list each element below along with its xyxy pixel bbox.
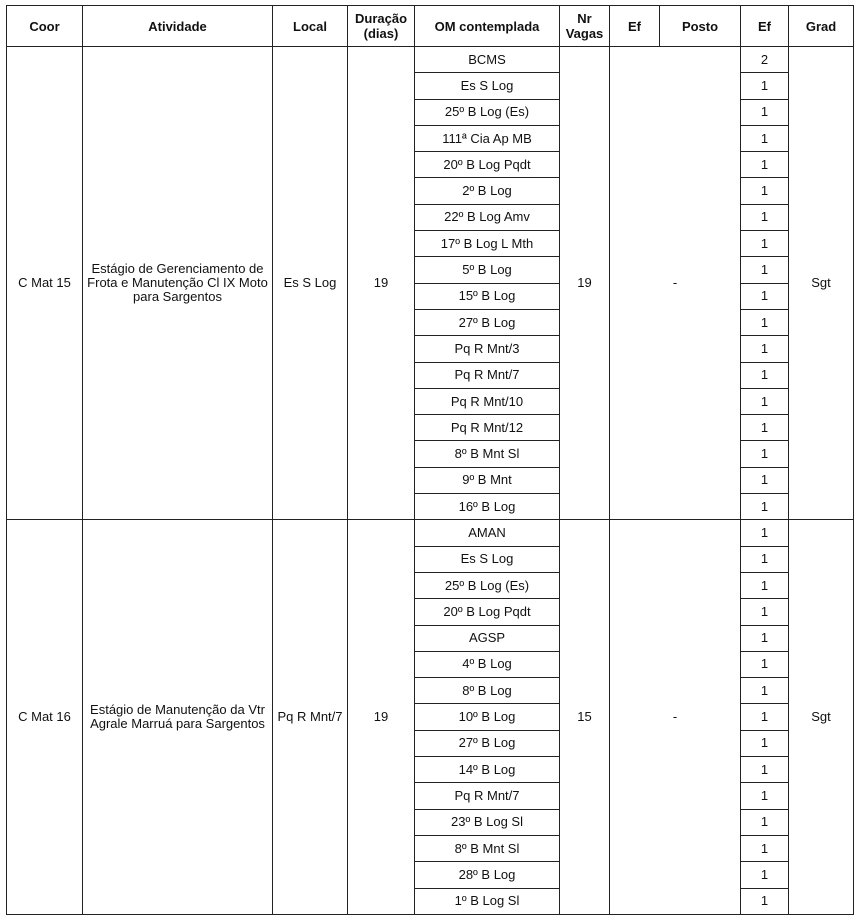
cell-ef: 1 [741, 467, 789, 493]
cell-nr-vagas: 19 [560, 47, 610, 520]
cell-om-contemplada: 2º B Log [415, 178, 560, 204]
cell-om-contemplada: 9º B Mnt [415, 467, 560, 493]
cell-ef: 1 [741, 520, 789, 546]
table-header [7, 6, 854, 47]
header-local: Local [273, 6, 348, 47]
cell-om-contemplada: Pq R Mnt/12 [415, 415, 560, 441]
cell-om-contemplada: 5º B Log [415, 257, 560, 283]
cell-grad: Sgt [789, 520, 854, 914]
cell-coor: C Mat 16 [7, 520, 83, 914]
cell-ef: 1 [741, 494, 789, 520]
cell-ef: 1 [741, 204, 789, 230]
cell-ef: 2 [741, 47, 789, 73]
cell-om-contemplada: 20º B Log Pqdt [415, 599, 560, 625]
cell-ef: 1 [741, 415, 789, 441]
cell-ef: 1 [741, 152, 789, 178]
cell-om-contemplada: 17º B Log L Mth [415, 231, 560, 257]
cell-om-contemplada: Pq R Mnt/3 [415, 336, 560, 362]
header-coor: Coor [7, 6, 83, 47]
cell-om-contemplada: 25º B Log (Es) [415, 99, 560, 125]
cell-local: Es S Log [273, 47, 348, 520]
cell-duracao: 19 [348, 520, 415, 914]
cell-atividade: Estágio de Manutenção da Vtr Agrale Marruá para Sargentos [83, 520, 273, 914]
cell-ef: 1 [741, 99, 789, 125]
cell-nr-vagas: 15 [560, 520, 610, 914]
cell-ef: 1 [741, 888, 789, 914]
cell-ef: 1 [741, 809, 789, 835]
header-row [7, 6, 854, 47]
cell-om-contemplada: AGSP [415, 625, 560, 651]
cell-ef: 1 [741, 231, 789, 257]
cell-duracao: 19 [348, 47, 415, 520]
header-grad: Grad [789, 6, 854, 47]
cell-ef: 1 [741, 783, 789, 809]
cell-om-contemplada: 27º B Log [415, 309, 560, 335]
header-nr-vagas: Nr Vagas [560, 6, 610, 47]
cell-ef: 1 [741, 178, 789, 204]
courses-table [6, 5, 854, 915]
cell-ef: 1 [741, 388, 789, 414]
cell-grad: Sgt [789, 47, 854, 520]
cell-ef: 1 [741, 599, 789, 625]
cell-ef: 1 [741, 125, 789, 151]
cell-ef: 1 [741, 704, 789, 730]
cell-ef: 1 [741, 283, 789, 309]
cell-om-contemplada: 14º B Log [415, 757, 560, 783]
cell-om-contemplada: Pq R Mnt/7 [415, 783, 560, 809]
cell-om-contemplada: 111ª Cia Ap MB [415, 125, 560, 151]
cell-ef: 1 [741, 757, 789, 783]
header-ef-pracas: Ef [741, 6, 789, 47]
cell-ef: 1 [741, 678, 789, 704]
cell-ef: 1 [741, 441, 789, 467]
cell-om-contemplada: 8º B Mnt Sl [415, 441, 560, 467]
header-duracao: Duração (dias) [348, 6, 415, 47]
cell-om-contemplada: 16º B Log [415, 494, 560, 520]
cell-local: Pq R Mnt/7 [273, 520, 348, 914]
table-row [7, 520, 854, 546]
table-body [7, 47, 854, 915]
cell-om-contemplada: 20º B Log Pqdt [415, 152, 560, 178]
cell-ef: 1 [741, 336, 789, 362]
cell-om-contemplada: AMAN [415, 520, 560, 546]
cell-coor: C Mat 15 [7, 47, 83, 520]
cell-ef: 1 [741, 362, 789, 388]
cell-ef: 1 [741, 546, 789, 572]
cell-ef-posto: - [610, 47, 741, 520]
cell-ef: 1 [741, 835, 789, 861]
header-om-contemplada: OM contemplada [415, 6, 560, 47]
cell-ef: 1 [741, 309, 789, 335]
cell-om-contemplada: 28º B Log [415, 862, 560, 888]
cell-ef: 1 [741, 730, 789, 756]
cell-atividade: Estágio de Gerenciamento de Frota e Manutenção Cl IX Moto para Sargentos [83, 47, 273, 520]
header-ef-oficiais: Ef [610, 6, 660, 47]
header-posto: Posto [660, 6, 741, 47]
cell-ef: 1 [741, 651, 789, 677]
cell-om-contemplada: 23º B Log Sl [415, 809, 560, 835]
cell-om-contemplada: 15º B Log [415, 283, 560, 309]
cell-om-contemplada: Es S Log [415, 73, 560, 99]
cell-ef: 1 [741, 625, 789, 651]
cell-ef: 1 [741, 257, 789, 283]
cell-om-contemplada: 1º B Log Sl [415, 888, 560, 914]
cell-om-contemplada: 4º B Log [415, 651, 560, 677]
cell-om-contemplada: Pq R Mnt/7 [415, 362, 560, 388]
cell-ef: 1 [741, 73, 789, 99]
header-atividade: Atividade [83, 6, 273, 47]
cell-om-contemplada: 27º B Log [415, 730, 560, 756]
cell-om-contemplada: 22º B Log Amv [415, 204, 560, 230]
cell-om-contemplada: BCMS [415, 47, 560, 73]
cell-om-contemplada: 10º B Log [415, 704, 560, 730]
cell-om-contemplada: Es S Log [415, 546, 560, 572]
cell-ef: 1 [741, 572, 789, 598]
cell-om-contemplada: 8º B Mnt Sl [415, 835, 560, 861]
cell-ef: 1 [741, 862, 789, 888]
cell-ef-posto: - [610, 520, 741, 914]
cell-om-contemplada: Pq R Mnt/10 [415, 388, 560, 414]
cell-om-contemplada: 8º B Log [415, 678, 560, 704]
table-row [7, 47, 854, 73]
cell-om-contemplada: 25º B Log (Es) [415, 572, 560, 598]
